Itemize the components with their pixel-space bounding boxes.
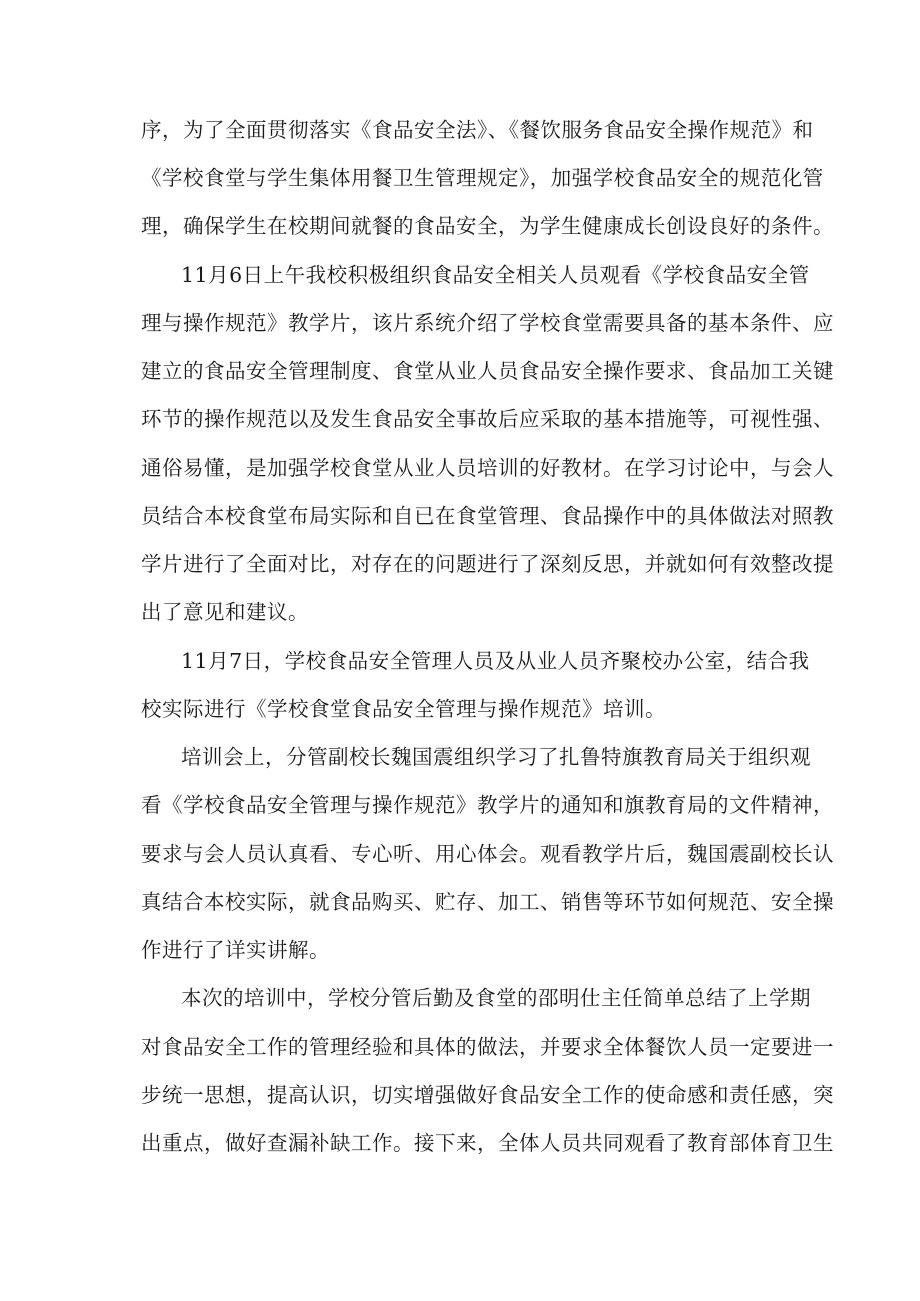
text-line: 本次的培训中，学校分管后勤及食堂的邵明仕主任简单总结了上学期	[181, 986, 811, 1010]
text-line: 学片进行了全面对比，对存在的问题进行了深刻反思，并就如何有效整改提	[141, 552, 834, 576]
text-line: 序，为了全面贯彻落实《食品安全法》、《餐饮服务食品安全操作规范》和	[141, 118, 814, 142]
text-line: 步统一思想，提高认识，切实增强做好食品安全工作的使命感和责任感，突	[141, 1083, 834, 1107]
text-line: 真结合本校实际，就食品购买、贮存、加工、销售等环节如何规范、安全操	[141, 890, 834, 914]
text-line: 通俗易懂，是加强学校食堂从业人员培训的好教材。在学习讨论中，与会人	[141, 456, 834, 480]
text-line: 11月7日，学校食品安全管理人员及从业人员齐聚校办公室，结合我	[181, 649, 810, 673]
text-line: 对食品安全工作的管理经验和具体的做法，并要求全体餐饮人员一定要进一	[141, 1035, 834, 1059]
text-line: 出重点，做好查漏补缺工作。接下来，全体人员共同观看了教育部体育卫生	[141, 1131, 834, 1155]
text-line: 员结合本校食堂布局实际和自已在食堂管理、食品操作中的具体做法对照教	[141, 504, 834, 528]
text-line: 校实际进行《学校食堂食品安全管理与操作规范》培训。	[141, 697, 666, 721]
text-line: 《学校食堂与学生集体用餐卫生管理规定》，加强学校食品安全的规范化管	[141, 166, 824, 190]
text-line: 出了意见和建议。	[141, 600, 309, 624]
text-line: 要求与会人员认真看、专心听、用心体会。观看教学片后，魏国震副校长认	[141, 842, 834, 866]
text-line: 11月6日上午我校积极组织食品安全相关人员观看《学校食品安全管	[181, 263, 810, 287]
text-line: 作进行了详实讲解。	[141, 938, 330, 962]
text-line: 建立的食品安全管理制度、食堂从业人员食品安全操作要求、食品加工关键	[141, 359, 834, 383]
text-line: 看《学校食品安全管理与操作规范》教学片的通知和旗教育局的文件精神，	[141, 793, 834, 817]
text-line: 理与操作规范》教学片，该片系统介绍了学校食堂需要具备的基本条件、应	[141, 311, 834, 335]
text-line: 理，确保学生在校期间就餐的食品安全，为学生健康成长创设良好的条件。	[141, 214, 834, 238]
text-line: 环节的操作规范以及发生食品安全事故后应采取的基本措施等，可视性强、	[141, 407, 834, 431]
text-line: 培训会上，分管副校长魏国震组织学习了扎鲁特旗教育局关于组织观	[181, 745, 811, 769]
